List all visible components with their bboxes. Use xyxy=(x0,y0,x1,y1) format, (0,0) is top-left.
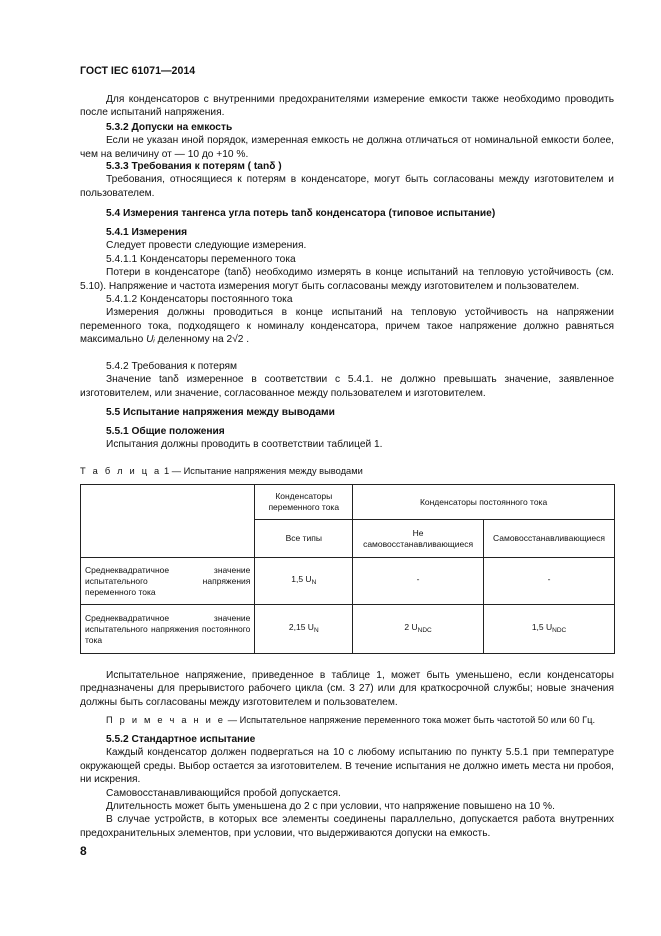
row-label: Среднеквадратичное значение испытательного напряжения переменного тока xyxy=(81,558,255,605)
section-5-3-3 xyxy=(80,160,614,200)
section-5-5-1 xyxy=(80,425,614,452)
header-dc-capacitors: Конденсаторы постоянного тока xyxy=(353,485,615,520)
section-title: 5.4.2 Требования к потерям xyxy=(106,361,238,372)
section-5-4-1 xyxy=(80,226,614,347)
section-title: 5.5 Испытание напряжения между выводами xyxy=(106,407,335,418)
cell-dc-non-self: 2 $U_{NDC}$ xyxy=(353,605,484,654)
row-label: Среднеквадратичное значение испытательного напряжения постоянного тока xyxy=(81,605,255,654)
section-title: 5.4 Измерения тангенса угла потерь tanδ конденсатора (типовое испытание) xyxy=(106,208,496,219)
subsection-title: 5.4.1.2 Конденсаторы постоянного тока xyxy=(106,294,293,306)
table-row xyxy=(81,605,615,654)
header-non-self-healing: Не самовосстанавливающиеся xyxy=(353,520,484,558)
section-title: 5.3.3 Требования к потерям ( tanδ ) xyxy=(106,161,282,172)
table-corner-cell xyxy=(81,485,255,558)
voltage-symbol: Uᵢ xyxy=(146,334,155,346)
test-voltage-table xyxy=(80,484,615,654)
section-5-5 xyxy=(80,406,614,419)
header-ac-capacitors: Конденсаторы переменного тока xyxy=(255,485,353,520)
section-title: 5.5.1 Общие положения xyxy=(106,426,225,437)
section-text: Каждый конденсатор должен подвергаться на 10 с любому испытанию по пункту 5.5.1 при температуре окружающей среды. Выбор остается за изготовителем. В течение испытания не должно иметь места ни пробоя, ни искрения. xyxy=(80,747,614,786)
subsection-text: Потери в конденсаторе (tanδ) необходимо измерять в конце испытаний на тепловую устойчивость (см. 5.10). Напряжение и частота измерения могут быть согласованы между изготовителем и пользователем. xyxy=(80,267,614,292)
section-text: Требования, относящиеся к потерям в конденсаторе, могут быть согласованы между изготовителем и пользователем. xyxy=(80,174,614,199)
section-5-4-2 xyxy=(80,360,614,400)
section-5-5-2 xyxy=(80,733,614,840)
section-5-4 xyxy=(80,207,614,220)
section-text: Значение tanδ измеренное в соответствии с 5.4.1. не должно превышать значение, заявленное изготовителем, или значение, согласованное между пользователем и изготовителем. xyxy=(80,374,614,399)
section-intro: Следует провести следующие измерения. xyxy=(106,240,307,252)
section-title: 5.4.1 Измерения xyxy=(106,227,188,238)
header-self-healing: Самовосстанавливающиеся xyxy=(484,520,615,558)
cell-dc-non-self: - xyxy=(353,558,484,605)
table-row xyxy=(81,558,615,605)
subsection-text: Измерения должны проводиться в конце испытаний на тепловую устойчивость на напряжении переменного тока, подходящего к номиналу конденсатора, причем такое напряжение должно равняться максимально Uᵢ деленному на 2√2 . xyxy=(80,307,614,346)
cell-ac: 2,15 $U_N$ xyxy=(255,605,353,654)
note-label: П р и м е ч а н и е xyxy=(106,715,226,725)
table-caption: Т а б л и ц а 1 — Испытание напряжения между выводами xyxy=(80,466,363,476)
cell-dc-self: - xyxy=(484,558,615,605)
section-text: Самовосстанавливающийся пробой допускается. xyxy=(106,787,341,799)
section-5-3-2 xyxy=(80,121,614,161)
subsection-title: 5.4.1.1 Конденсаторы переменного тока xyxy=(106,253,296,265)
section-text: В случае устройств, в которых все элементы соединены параллельно, допускается работа внутренних предохранительных элементов, при условии, что выдерживаются допуски на емкость. xyxy=(80,814,614,839)
section-text: Если не указан иной порядок, измеренная емкость не должна отличаться от номинальной емкости более, чем на величину от — 10 до +10 %. xyxy=(80,135,614,160)
page-number: 8 xyxy=(80,844,87,858)
cell-dc-self: 1,5 $U_{NDC}$ xyxy=(484,605,615,654)
section-title: 5.5.2 Стандартное испытание xyxy=(106,734,256,745)
section-title: 5.3.2 Допуски на емкость xyxy=(106,122,233,133)
section-text: Длительность может быть уменьшена до 2 с при условии, что напряжение повышено на 10 %. xyxy=(106,801,555,813)
section-text: Испытания должны проводить в соответствии таблицей 1. xyxy=(106,439,383,451)
header-all-types: Все типы xyxy=(255,520,353,558)
note-text: — Испытательное напряжение переменного тока может быть частотой 50 или 60 Гц. xyxy=(227,715,596,725)
paragraph-fuses: Для конденсаторов с внутренними предохранителями измерение емкости также необходимо проводить после испытаний напряжения. xyxy=(80,94,614,119)
document-header: ГОСТ IEC 61071—2014 xyxy=(80,65,196,77)
note xyxy=(80,714,614,727)
paragraph-after-table: Испытательное напряжение, приведенное в таблице 1, может быть уменьшено, если конденсаторы предназначены для прерывистого рабочего цикла (см. 3 27) или для краткосрочной службы; новые значения должны быть согласованы между изготовителем и пользователем. xyxy=(80,670,614,708)
cell-ac: 1,5 $U_N$ xyxy=(255,558,353,605)
